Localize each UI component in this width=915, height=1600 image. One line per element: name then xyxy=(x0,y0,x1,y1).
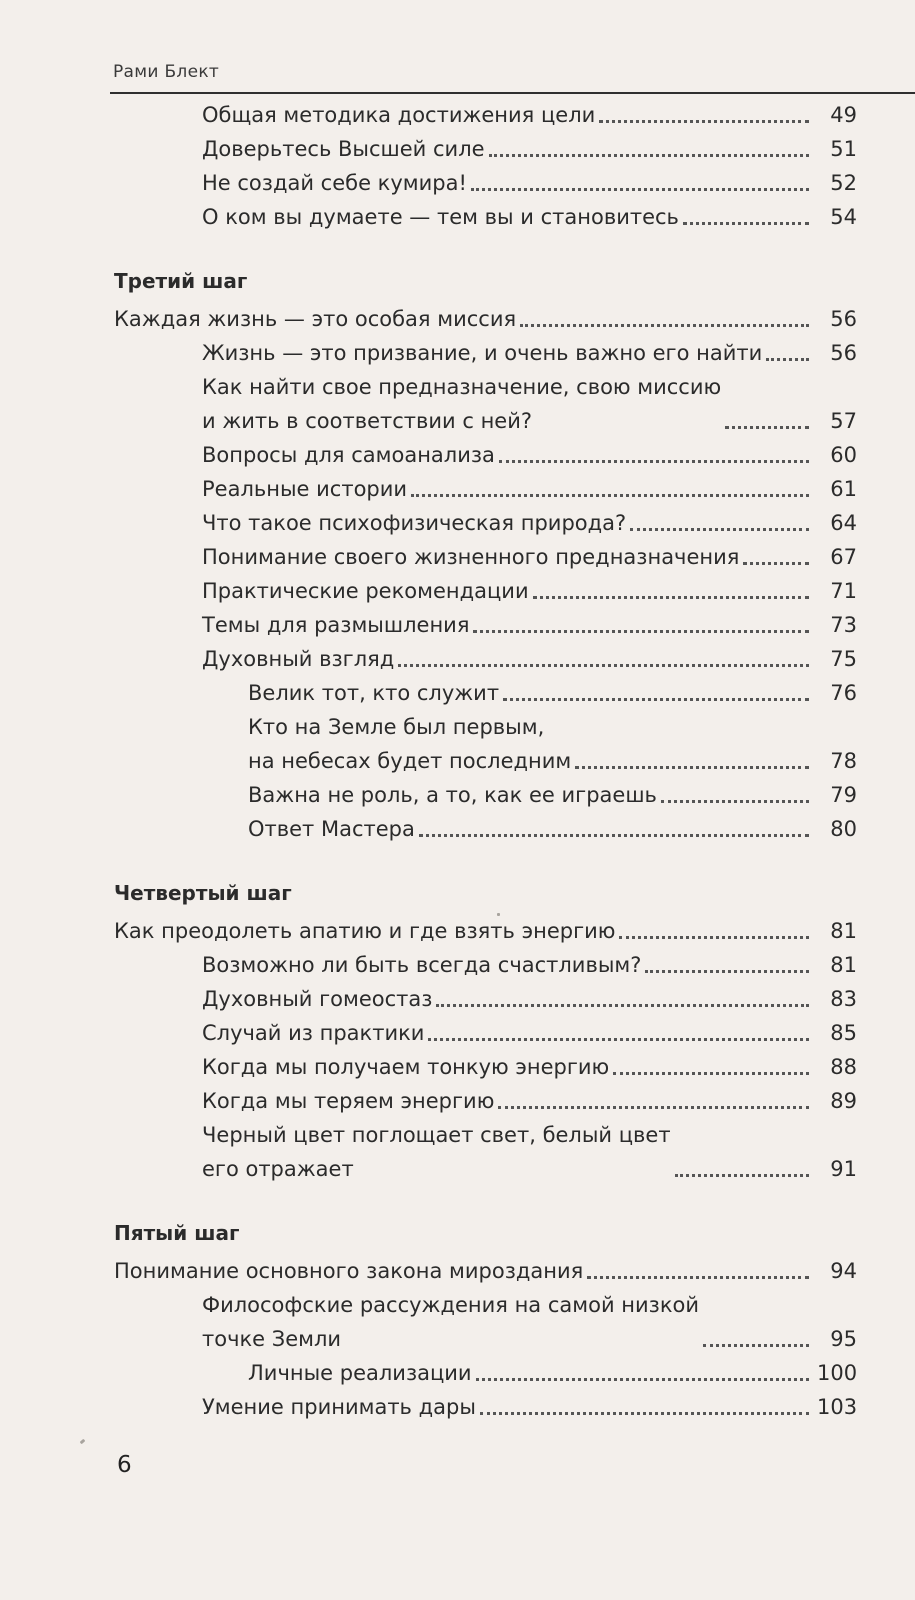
toc-entry-title: Велик тот, кто служит xyxy=(248,681,500,705)
dot-leader xyxy=(599,120,809,123)
dot-leader xyxy=(575,766,809,769)
toc-entry-page: 49 xyxy=(830,103,857,127)
toc-entry-title: Духовный гомеостаз xyxy=(202,987,433,1011)
toc-entry-title: Вопросы для самоанализа xyxy=(202,443,495,467)
toc-entry xyxy=(248,812,857,846)
toc-entry xyxy=(202,1390,857,1424)
toc-entry-page: 100 xyxy=(817,1361,858,1385)
toc-entry-title: Когда мы получаем тонкую энергию xyxy=(202,1055,610,1079)
toc-entry xyxy=(202,608,857,642)
toc-entry-page: 57 xyxy=(830,409,857,433)
toc-entry-title: Что такое психофизическая природа? xyxy=(202,511,627,535)
toc-entry xyxy=(202,1084,857,1118)
toc-entry-title: Возможно ли быть всегда счастливым? xyxy=(202,953,642,977)
toc-entry-title: Случай из практики xyxy=(202,1021,425,1045)
toc-entry-title: Когда мы теряем энергию xyxy=(202,1089,495,1113)
dot-leader xyxy=(766,358,809,361)
toc-entry xyxy=(202,1016,857,1050)
toc-entry-page: 94 xyxy=(830,1259,857,1283)
dot-leader xyxy=(520,324,809,327)
toc-entry-page: 71 xyxy=(830,579,857,603)
toc-entry-title: О ком вы думаете — тем вы и становитесь xyxy=(202,205,679,229)
toc-entry xyxy=(248,1356,857,1390)
dot-leader xyxy=(743,562,809,565)
toc-entry-page: 81 xyxy=(830,919,857,943)
dot-leader xyxy=(476,1378,809,1381)
toc-entry xyxy=(202,574,857,608)
toc-entry-title: Черный цвет поглощает свет, белый цвет его отражает xyxy=(202,1123,671,1181)
toc-entry-page: 76 xyxy=(830,681,857,705)
toc-entry-title: Не создай себе кумира! xyxy=(202,171,467,195)
toc-entry-title: Духовный взгляд xyxy=(202,647,395,671)
header-rule xyxy=(110,92,915,94)
toc-entry xyxy=(114,302,857,336)
toc-entry xyxy=(114,1254,857,1288)
toc-entry-page: 60 xyxy=(830,443,857,467)
toc-entry-title: Кто на Земле был первым, на небесах будет последним xyxy=(248,715,572,773)
dot-leader xyxy=(503,698,809,701)
dot-leader xyxy=(703,1344,809,1347)
dot-leader xyxy=(499,460,809,463)
toc-entry-title: Умение принимать дары xyxy=(202,1395,476,1419)
toc-entry-page: 95 xyxy=(830,1327,857,1351)
toc-entry xyxy=(202,336,857,370)
toc-entry xyxy=(202,472,857,506)
toc-entry-title: Доверьтесь Высшей силе xyxy=(202,137,485,161)
toc-entry-page: 88 xyxy=(830,1055,857,1079)
section-heading: Четвертый шаг xyxy=(114,881,292,905)
dot-leader xyxy=(471,188,809,191)
dot-leader xyxy=(419,834,809,837)
toc-entry-page: 80 xyxy=(830,817,857,841)
dot-leader xyxy=(587,1276,809,1279)
running-header: Рами Блект xyxy=(113,62,220,82)
toc-entry xyxy=(202,438,857,472)
toc-entry xyxy=(202,132,857,166)
toc-entry-title: Личные реализации xyxy=(248,1361,472,1385)
dot-leader xyxy=(619,936,809,939)
toc-entry xyxy=(202,166,857,200)
dot-leader xyxy=(480,1412,809,1415)
dot-leader xyxy=(675,1174,809,1177)
dot-leader xyxy=(411,494,809,497)
toc-entry xyxy=(202,506,857,540)
toc-entry-title: Темы для размышления xyxy=(202,613,470,637)
toc-entry xyxy=(202,370,857,438)
toc-entry-page: 78 xyxy=(830,749,857,773)
toc-entry-title: Ответ Мастера xyxy=(248,817,415,841)
paper-fleck xyxy=(80,1439,86,1445)
toc-entry-page: 67 xyxy=(830,545,857,569)
dot-leader xyxy=(533,596,809,599)
toc-entry xyxy=(202,1118,857,1186)
toc-entry-title: Как преодолеть апатию и где взять энергию xyxy=(114,919,616,943)
toc-entry-page: 91 xyxy=(830,1157,857,1181)
dot-leader xyxy=(473,630,809,633)
toc-entry-title: Общая методика достижения цели xyxy=(202,103,596,127)
toc-entry xyxy=(202,642,857,676)
toc-entry-page: 83 xyxy=(830,987,857,1011)
dot-leader xyxy=(613,1072,809,1075)
toc-entry-page: 103 xyxy=(817,1395,858,1419)
toc-entry-title: Философские рассуждения на самой низкой точке Земли xyxy=(202,1293,700,1351)
dot-leader xyxy=(489,154,809,157)
toc-entry xyxy=(202,200,857,234)
toc-entry xyxy=(248,676,857,710)
dot-leader xyxy=(683,222,809,225)
toc-entry xyxy=(248,778,857,812)
toc-entry xyxy=(202,540,857,574)
toc-entry-title: Жизнь — это призвание, и очень важно его найти xyxy=(202,341,763,365)
toc-entry-page: 85 xyxy=(830,1021,857,1045)
dot-leader xyxy=(630,528,809,531)
toc-entry-page: 73 xyxy=(830,613,857,637)
dot-leader xyxy=(398,664,809,667)
toc-entry-page: 51 xyxy=(830,137,857,161)
section-heading: Третий шаг xyxy=(114,269,248,293)
toc-entry xyxy=(202,98,857,132)
toc-entry-title: Понимание своего жизненного предназначения xyxy=(202,545,740,569)
toc-entry-page: 52 xyxy=(830,171,857,195)
page-number: 6 xyxy=(117,1452,132,1478)
toc-entry-page: 75 xyxy=(830,647,857,671)
dot-leader xyxy=(428,1038,809,1041)
toc-entry xyxy=(202,1288,857,1356)
toc-entry-page: 81 xyxy=(830,953,857,977)
toc-entry xyxy=(202,1050,857,1084)
toc-entry-page: 61 xyxy=(830,477,857,501)
toc-entry-title: Понимание основного закона мироздания xyxy=(114,1259,584,1283)
section-heading: Пятый шаг xyxy=(114,1221,240,1245)
dot-leader xyxy=(661,800,809,803)
toc-entry xyxy=(248,710,857,778)
toc-entry-page: 56 xyxy=(830,341,857,365)
toc-entry-title: Реальные истории xyxy=(202,477,408,501)
toc-entry-page: 54 xyxy=(830,205,857,229)
toc-entry-page: 89 xyxy=(830,1089,857,1113)
toc-entry-title: Важна не роль, а то, как ее играешь xyxy=(248,783,657,807)
dot-leader xyxy=(436,1004,809,1007)
dot-leader xyxy=(645,970,809,973)
toc-entry-title: Практические рекомендации xyxy=(202,579,529,603)
toc-entry xyxy=(202,948,857,982)
toc-entry-title: Как найти свое предназначение, свою миссию и жить в соответствии с ней? xyxy=(202,375,722,433)
toc-entry xyxy=(202,982,857,1016)
dot-leader xyxy=(725,426,809,429)
dot-leader xyxy=(498,1106,809,1109)
toc-entry-page: 56 xyxy=(830,307,857,331)
table-of-contents xyxy=(0,98,915,1424)
paper-fleck xyxy=(497,913,500,916)
toc-entry-page: 79 xyxy=(830,783,857,807)
toc-entry xyxy=(114,914,857,948)
toc-entry-page: 64 xyxy=(830,511,857,535)
toc-entry-title: Каждая жизнь — это особая миссия xyxy=(114,307,517,331)
